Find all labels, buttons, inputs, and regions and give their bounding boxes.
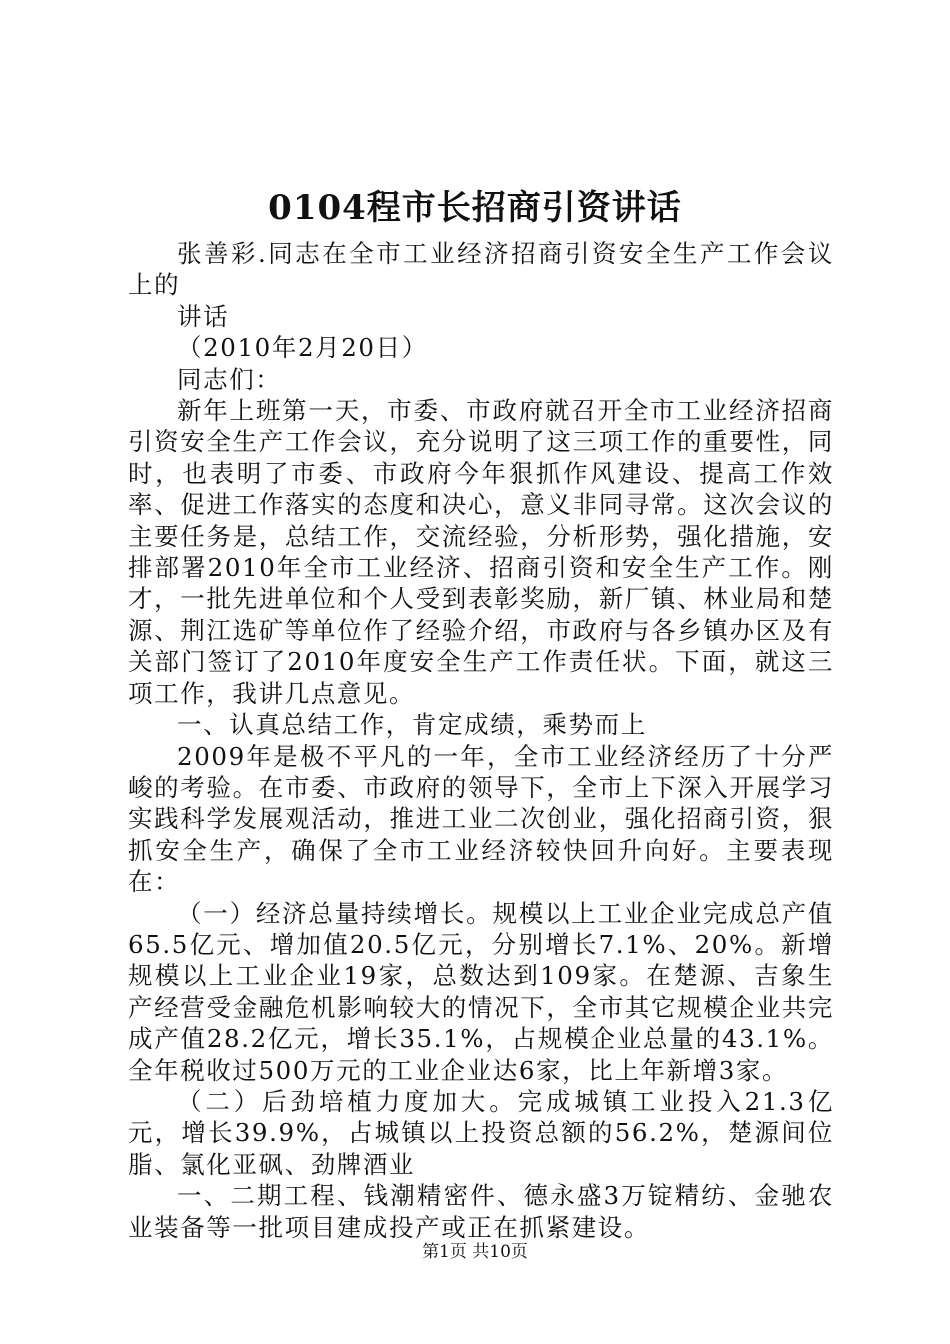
page-title: 0104程市长招商引资讲话 (268, 188, 682, 228)
paragraph-2009-review: 2009年是极不平凡的一年，全市工业经济经历了十分严峻的考验。在市委、市政府的领导下，全市上下深入开展学习实践科学发展观活动，推进工业二次创业，强化招商引资，狠抓安全生产，确保了全市工业经济较快回升向好。主要表现在： (128, 741, 834, 897)
speech-date: （2010年2月20日） (177, 333, 428, 363)
paragraph-investment: （二）后劲培植力度加大。完成城镇工业投入21.3亿元，增长39.9%，占城镇以上投资总额的56.2%，楚源间位脂、氯化亚砜、劲牌酒业 (128, 1086, 834, 1179)
document-body (128, 238, 834, 1243)
speaker-line: 张善彩.同志在全市工业经济招商引资安全生产工作会议上的 (128, 239, 834, 300)
section-heading-1: 一、认真总结工作，肯定成绩，乘势而上 (177, 710, 647, 740)
page-footer: 第1页 共10页 (422, 1242, 528, 1262)
speech-label: 讲话 (177, 301, 230, 331)
salutation: 同志们： (177, 364, 282, 394)
paragraph-projects: 一、二期工程、钱潮精密件、德永盛3万锭精纺、金驰农业装备等一批项目建成投产或正在抓紧建设。 (128, 1181, 834, 1242)
paragraph-intro: 新年上班第一天，市委、市政府就召开全市工业经济招商引资安全生产工作会议，充分说明了这三项工作的重要性，同时，也表明了市委、市政府今年狠抓作风建设、提高工作效率、促进工作落实的态度和决心，意义非同寻常。这次会议的主要任务是，总结工作，交流经验，分析形势，强化措施，安排部署2010年全市工业经济、招商引资和安全生产工作。刚才，一批先进单位和个人受到表彰奖励，新厂镇、林业局和楚源、荆江选矿等单位作了经验介绍，市政府与各乡镇办区及有关部门签订了2010年度安全生产工作责任状。下面，就这三项工作，我讲几点意见。 (128, 396, 834, 708)
paragraph-economic-growth: （一）经济总量持续增长。规模以上工业企业完成总产值65.5亿元、增加值20.5亿元，分别增长7.1%、20%。新增规模以上工业企业19家，总数达到109家。在楚源、吉象生产经营受金融危机影响较大的情况下，全市其它规模企业共完成产值28.2亿元，增长35.1%，占规模企业总量的43.1%。全年税收过500万元的工业企业达6家，比上年新增3家。 (128, 898, 834, 1085)
